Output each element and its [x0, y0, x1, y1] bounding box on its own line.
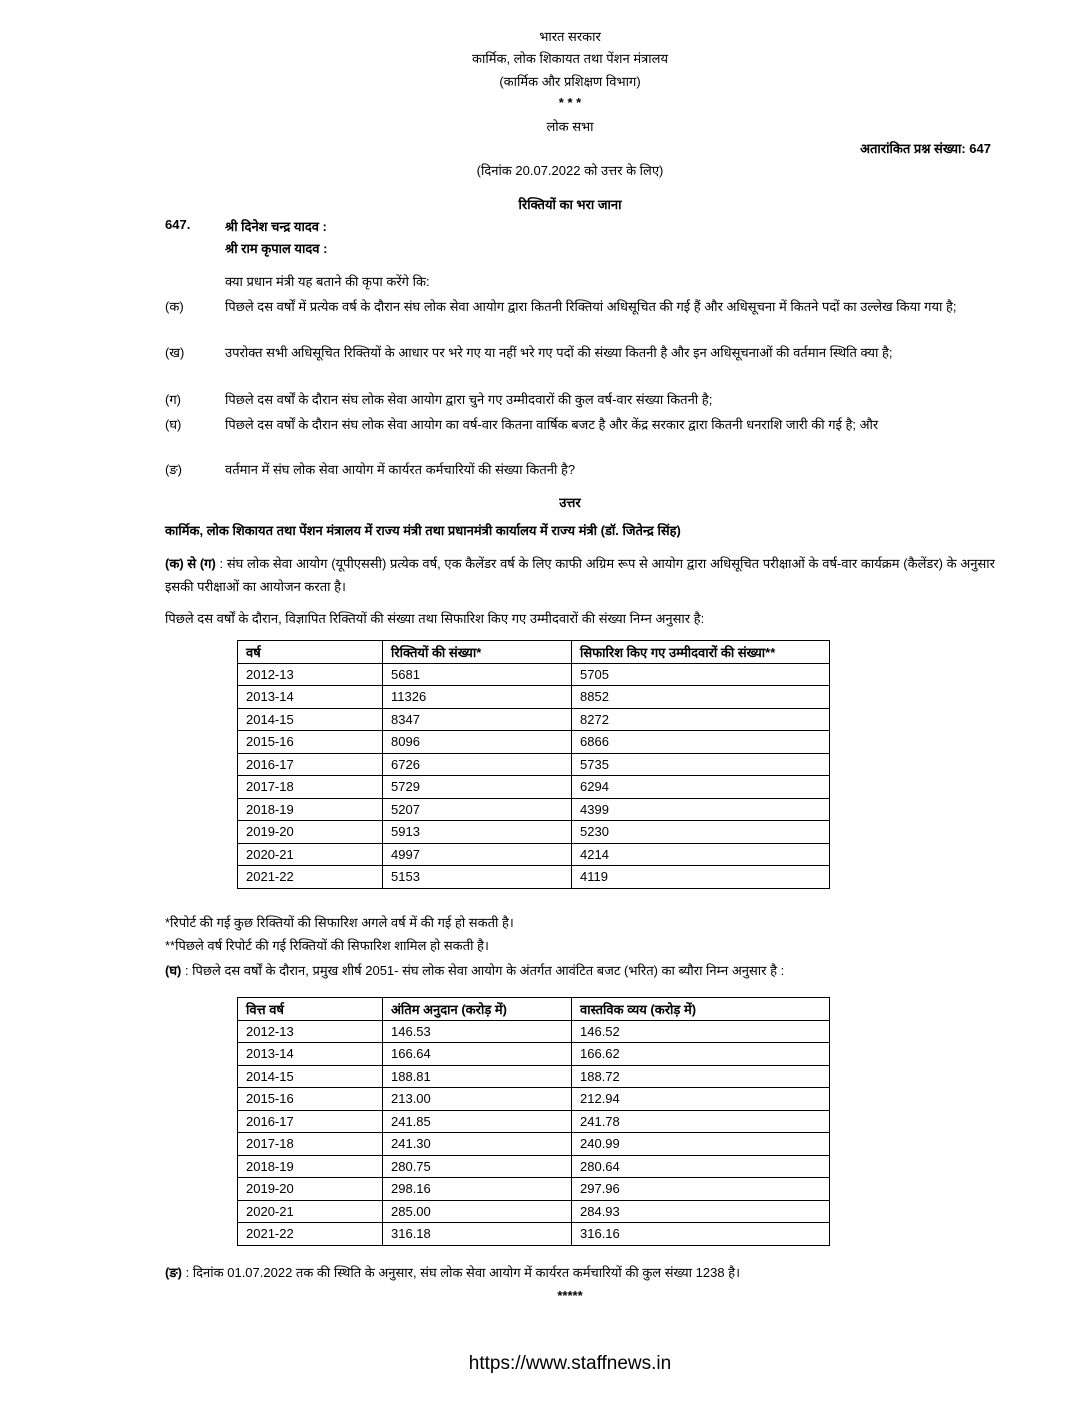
table-row	[238, 1065, 830, 1088]
end-stars: *****	[557, 1288, 583, 1303]
table-row	[238, 1223, 830, 1246]
table-cell: 4997	[383, 843, 572, 866]
column-header: वित्त वर्ष	[238, 998, 383, 1021]
question-number: अतारांकित प्रश्न संख्या: 647	[860, 141, 991, 156]
table-cell: 280.75	[383, 1155, 572, 1178]
footnote: **पिछले वर्ष रिपोर्ट की गई रिक्तियों की सिफारिश शामिल हो सकती है।	[165, 938, 489, 953]
table-cell: 8096	[383, 731, 572, 754]
table-row	[238, 1020, 830, 1043]
stars-divider: * * *	[558, 95, 582, 110]
table-cell: 2017-18	[238, 776, 383, 799]
table-cell: 6726	[383, 753, 572, 776]
column-header: अंतिम अनुदान (करोड़ में)	[383, 998, 572, 1021]
budget-table	[237, 997, 830, 1246]
minister-name: कार्मिक, लोक शिकायत तथा पेंशन मंत्रालय में राज्य मंत्री तथा प्रधानमंत्री कार्यालय में राज्य मंत्री (डॉ. जितेन्द्र सिंह)	[165, 523, 681, 538]
question-part	[165, 295, 995, 318]
question-part	[165, 458, 995, 481]
table-cell: 213.00	[383, 1088, 572, 1111]
table-cell: 2020-21	[238, 1200, 383, 1223]
table-cell: 5729	[383, 776, 572, 799]
table-cell: 5735	[572, 753, 830, 776]
table-cell: 284.93	[572, 1200, 830, 1223]
table-cell: 188.81	[383, 1065, 572, 1088]
part-text: उपरोक्त सभी अधिसूचित रिक्तियों के आधार पर भरे गए या नहीं भरे गए पदों की संख्या कितनी है और इन अधिसूचनाओं की वर्तमान स्थिति क्या है;	[225, 345, 893, 360]
table-cell: 4119	[572, 866, 830, 889]
table-cell: 2016-17	[238, 753, 383, 776]
table-cell: 5913	[383, 821, 572, 844]
table-cell: 8852	[572, 686, 830, 709]
table-cell: 280.64	[572, 1155, 830, 1178]
part-label: (घ)	[165, 417, 182, 432]
table-row	[238, 866, 830, 889]
department-title: (कार्मिक और प्रशिक्षण विभाग)	[499, 74, 641, 89]
table-cell: 5207	[383, 798, 572, 821]
para-label: (घ)	[165, 963, 182, 978]
table-cell: 2013-14	[238, 1043, 383, 1066]
table-row	[238, 1088, 830, 1111]
table-cell: 2021-22	[238, 1223, 383, 1246]
table-row	[238, 776, 830, 799]
table-cell: 2014-15	[238, 1065, 383, 1088]
table-cell: 2014-15	[238, 708, 383, 731]
table-row	[238, 731, 830, 754]
part-text: पिछले दस वर्षों में प्रत्येक वर्ष के दौरान संघ लोक सेवा आयोग द्वारा कितनी रिक्तियां अधिसूचित की गई हैं और अधिसूचना में कितने पदों का उल्लेख किया गया है;	[225, 299, 957, 314]
table-cell: 240.99	[572, 1133, 830, 1156]
table-cell: 2012-13	[238, 663, 383, 686]
para-label: (ङ)	[165, 1265, 182, 1280]
table-row	[238, 708, 830, 731]
vacancies-table	[237, 640, 830, 889]
table-cell: 298.16	[383, 1178, 572, 1201]
column-header: वास्तविक व्यय (करोड़ में)	[572, 998, 830, 1021]
table-cell: 2018-19	[238, 1155, 383, 1178]
para-text: : पिछले दस वर्षों के दौरान, प्रमुख शीर्ष 2051- संघ लोक सेवा आयोग के अंतर्गत आवंटित बजट (भरित) का ब्यौरा निम्न अनुसार है :	[181, 963, 785, 978]
table-cell: 188.72	[572, 1065, 830, 1088]
question-intro: क्या प्रधान मंत्री यह बताने की कृपा करेंगे कि:	[225, 274, 430, 289]
answer-para-ka-ga	[165, 552, 995, 598]
table-cell: 4214	[572, 843, 830, 866]
table-cell: 6294	[572, 776, 830, 799]
table-row	[238, 1178, 830, 1201]
table-cell: 2016-17	[238, 1110, 383, 1133]
table-header-row	[238, 641, 830, 664]
table-cell: 285.00	[383, 1200, 572, 1223]
table-cell: 316.18	[383, 1223, 572, 1246]
table-cell: 2015-16	[238, 1088, 383, 1111]
part-text: पिछले दस वर्षों के दौरान संघ लोक सेवा आयोग द्वारा चुने गए उम्मीदवारों की कुल वर्ष-वार संख्या कितनी है;	[225, 392, 713, 407]
table-cell: 6866	[572, 731, 830, 754]
question-part	[165, 413, 995, 436]
govt-title: भारत सरकार	[539, 29, 601, 44]
column-header: सिफारिश किए गए उम्मीदवारों की संख्या**	[572, 641, 830, 664]
para-text: : दिनांक 01.07.2022 तक की स्थिति के अनुसार, संघ लोक सेवा आयोग में कार्यरत कर्मचारियों की कुल संख्या 1238 है।	[181, 1265, 741, 1280]
table-cell: 4399	[572, 798, 830, 821]
part-label: (ङ)	[165, 462, 182, 477]
table-cell: 166.62	[572, 1043, 830, 1066]
table-row	[238, 1133, 830, 1156]
table-cell: 2020-21	[238, 843, 383, 866]
part-text: वर्तमान में संघ लोक सेवा आयोग में कार्यरत कर्मचारियों की संख्या कितनी है?	[225, 462, 576, 477]
table-cell: 146.52	[572, 1020, 830, 1043]
table-cell: 2015-16	[238, 731, 383, 754]
question-serial: 647.	[165, 217, 191, 232]
table-row	[238, 753, 830, 776]
table-row	[238, 1110, 830, 1133]
para-text: : संघ लोक सेवा आयोग (यूपीएससी) प्रत्येक वर्ष, एक कैलेंडर वर्ष के लिए काफी अग्रिम रूप से आयोग द्वारा अधिसूचित परीक्षाओं के वर्ष-वार कार्यक्रम (कैलेंडर) के अनुसार इसकी परीक्षाओं का आयोजन करता है।	[165, 556, 995, 594]
answer-para-gha	[165, 959, 995, 982]
table-row	[238, 821, 830, 844]
table-row	[238, 686, 830, 709]
answer-heading: उत्तर	[559, 495, 581, 510]
part-text: पिछले दस वर्षों के दौरान संघ लोक सेवा आयोग का वर्ष-वार कितना वार्षिक बजट है और केंद्र सरकार द्वारा कितनी धनराशि जारी की गई है; और	[225, 417, 879, 432]
table-row	[238, 1200, 830, 1223]
footnote: *रिपोर्ट की गई कुछ रिक्तियों की सिफारिश अगले वर्ष में की गई हो सकती है।	[165, 915, 514, 930]
answer-para-nga	[165, 1261, 995, 1284]
table-cell: 2019-20	[238, 821, 383, 844]
table-row	[238, 798, 830, 821]
subject-title: रिक्तियों का भरा जाना	[518, 197, 622, 212]
table-cell: 212.94	[572, 1088, 830, 1111]
part-label: (ग)	[165, 392, 181, 407]
house-name: लोक सभा	[546, 119, 594, 134]
member-name: श्री राम कृपाल यादव :	[225, 241, 328, 256]
answer-date: (दिनांक 20.07.2022 को उत्तर के लिए)	[476, 163, 664, 178]
table-row	[238, 1155, 830, 1178]
table-row	[238, 843, 830, 866]
table-cell: 2019-20	[238, 1178, 383, 1201]
table-cell: 316.16	[572, 1223, 830, 1246]
column-header: रिक्तियों की संख्या*	[383, 641, 572, 664]
table-row	[238, 1043, 830, 1066]
table-cell: 297.96	[572, 1178, 830, 1201]
table-cell: 5230	[572, 821, 830, 844]
column-header: वर्ष	[238, 641, 383, 664]
table-cell: 241.30	[383, 1133, 572, 1156]
table-cell: 241.85	[383, 1110, 572, 1133]
table-header-row	[238, 998, 830, 1021]
table-cell: 146.53	[383, 1020, 572, 1043]
table1-intro: पिछले दस वर्षों के दौरान, विज्ञापित रिक्तियों की संख्या तथा सिफारिश किए गए उम्मीदवारों की संख्या निम्न अनुसार है:	[165, 611, 705, 626]
table-cell: 2013-14	[238, 686, 383, 709]
table-cell: 11326	[383, 686, 572, 709]
table-cell: 5705	[572, 663, 830, 686]
member-name: श्री दिनेश चन्द्र यादव :	[225, 219, 327, 234]
table-cell: 2017-18	[238, 1133, 383, 1156]
para-label: (क) से (ग)	[165, 556, 216, 571]
table-cell: 241.78	[572, 1110, 830, 1133]
table-cell: 2021-22	[238, 866, 383, 889]
table-cell: 5153	[383, 866, 572, 889]
footer-url-link[interactable]: https://www.staffnews.in	[468, 1353, 672, 1374]
table-cell: 2012-13	[238, 1020, 383, 1043]
question-part	[165, 388, 995, 411]
table-cell: 8272	[572, 708, 830, 731]
part-label: (क)	[165, 299, 184, 314]
table-cell: 5681	[383, 663, 572, 686]
ministry-title: कार्मिक, लोक शिकायत तथा पेंशन मंत्रालय	[471, 51, 668, 66]
part-label: (ख)	[165, 345, 185, 360]
table-row	[238, 663, 830, 686]
table-cell: 166.64	[383, 1043, 572, 1066]
question-part	[165, 341, 995, 364]
table-cell: 8347	[383, 708, 572, 731]
table-cell: 2018-19	[238, 798, 383, 821]
